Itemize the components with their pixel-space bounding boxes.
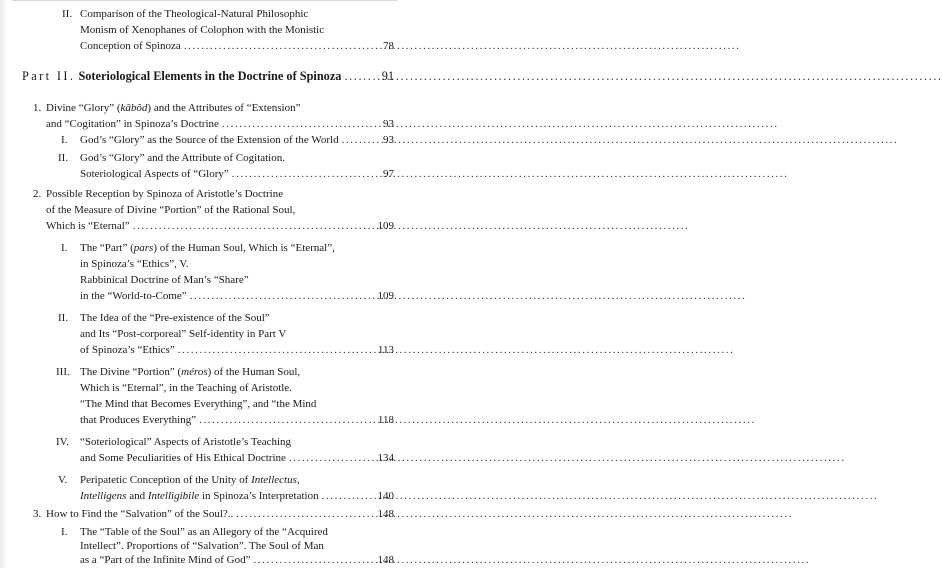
toc-part-heading[interactable]	[22, 68, 394, 84]
part-label: Part II.	[22, 69, 76, 83]
section-title-line: Which is “Eternal”, in the Teaching of Aristotle.	[80, 382, 292, 394]
page-number: 93	[383, 134, 394, 146]
section-title-line: Intellect”. Proportions of “Salvation”. The Soul of Man	[80, 540, 324, 552]
section-title-line: as a “Part of the Infinite Mind of God”	[80, 554, 251, 566]
section-title-line: that Produces Everything”	[80, 414, 197, 426]
section-title-line: in the “World-to-Come”	[80, 290, 187, 302]
section-title-line: Rabbinical Doctrine of Man’s “Share”	[80, 274, 249, 286]
page-number: 97	[383, 168, 394, 180]
chapter-title-line: How to Find the “Salvation” of the Soul?..	[46, 508, 234, 520]
section-title-line: Peripatetic Conception of the Unity of Intellectus,	[80, 474, 300, 486]
page-number: 134	[377, 452, 394, 464]
section-title-line: Intelligens and Intelligibile in Spinoza’s Interpretation	[80, 490, 319, 502]
page-number: 109	[377, 220, 394, 232]
entry-number: II.	[62, 8, 73, 20]
section-title-line: God’s “Glory” and the Attribute of Cogitation.	[80, 152, 285, 164]
chapter-number: 3.	[33, 508, 42, 520]
top-rule	[12, 0, 398, 1]
toc-entry-peripatetic[interactable]	[80, 488, 394, 504]
section-number: II.	[58, 312, 69, 324]
chapter-title-line: Divine “Glory” (kābôd) and the Attributes of “Extension”	[46, 102, 301, 114]
section-number: II.	[58, 152, 69, 164]
dot-leader	[236, 506, 374, 522]
section-title-line: “The Mind that Becomes Everything”, and “the Mind	[80, 398, 317, 410]
section-title-line: The Divine “Portion” (méros) of the Human Soul,	[80, 366, 301, 378]
dot-leader	[289, 450, 375, 466]
dot-leader	[184, 38, 380, 54]
toc-entry-salvation[interactable]	[46, 506, 394, 522]
section-number: I.	[61, 242, 68, 254]
entry-title-line: Monism of Xenophanes of Colophon with the Monistic	[80, 24, 325, 36]
toc-entry-glory-cogitation[interactable]	[80, 166, 394, 182]
chapter-title-line: of the Measure of Divine “Portion” of the Rational Soul,	[46, 204, 296, 216]
section-title-line: and Its “Post-corporeal” Self-identity in Part V	[80, 328, 287, 340]
page-number: 91	[381, 69, 394, 83]
toc-entry-pre-existence[interactable]	[80, 342, 394, 358]
toc-page	[0, 0, 410, 568]
section-title-line: in Spinoza’s “Ethics”, V.	[80, 258, 189, 270]
chapter-title-line: and “Cogitation” in Spinoza’s Doctrine	[46, 118, 219, 130]
page-number: 118	[377, 414, 394, 426]
section-title-line: The “Part” (pars) of the Human Soul, Which is “Eternal”,	[80, 242, 335, 254]
dot-leader	[344, 68, 378, 84]
chapter-title-line: Possible Reception by Spinoza of Aristotle’s Doctrine	[46, 188, 284, 200]
dot-leader	[342, 132, 380, 148]
part-title: Soteriological Elements in the Doctrine of Spinoza	[78, 69, 342, 83]
dot-leader	[133, 218, 375, 234]
toc-entry-divine-glory[interactable]	[46, 116, 394, 132]
chapter-number: 2.	[33, 188, 42, 200]
toc-entry-glory-source[interactable]	[80, 132, 394, 148]
section-title-line: of Spinoza’s “Ethics”	[80, 344, 175, 356]
section-title-line: The “Table of the Soul” as an Allegory of the “Acquired	[80, 526, 328, 538]
section-number: I.	[61, 526, 68, 538]
toc-entry-divine-portion[interactable]	[80, 412, 394, 428]
section-title-line: Soteriological Aspects of “Glory”	[80, 168, 229, 180]
page-number: 78	[383, 40, 394, 52]
chapter-number: 1.	[33, 102, 42, 114]
section-title-line: God’s “Glory” as the Source of the Extension of the World	[80, 134, 339, 146]
entry-title-line: Comparison of the Theological-Natural Philosophic	[80, 8, 309, 20]
toc-entry-comparison[interactable]	[80, 38, 394, 54]
page-number: 148	[377, 554, 394, 566]
page-number: 140	[377, 490, 394, 502]
dot-leader	[222, 116, 380, 132]
section-number: III.	[56, 366, 70, 378]
toc-entry-part-pars[interactable]	[80, 288, 394, 304]
page-number: 148	[377, 508, 394, 520]
dot-leader	[322, 488, 375, 504]
page-number: 109	[377, 290, 394, 302]
chapter-title-line: Which is “Eternal”	[46, 220, 130, 232]
toc-entry-possible-reception[interactable]	[46, 218, 394, 234]
toc-entry-soteriological-aspects[interactable]	[80, 450, 394, 466]
dot-leader	[253, 552, 374, 568]
page-number: 113	[377, 344, 394, 356]
entry-title-line: Conception of Spinoza	[80, 40, 181, 52]
dot-leader	[232, 166, 380, 182]
toc-entry-table-of-soul[interactable]	[80, 552, 394, 568]
page-number: 93	[383, 118, 394, 130]
section-title-line: “Soteriological” Aspects of Aristotle’s Teaching	[80, 436, 292, 448]
dot-leader	[178, 342, 375, 358]
dot-leader	[190, 288, 375, 304]
section-number: IV.	[56, 436, 69, 448]
section-title-line: and Some Peculiarities of His Ethical Doctrine	[80, 452, 286, 464]
section-title-line: The Idea of the “Pre-existence of the Soul”	[80, 312, 270, 324]
section-number: V.	[58, 474, 68, 486]
dot-leader	[199, 412, 375, 428]
section-number: I.	[61, 134, 68, 146]
